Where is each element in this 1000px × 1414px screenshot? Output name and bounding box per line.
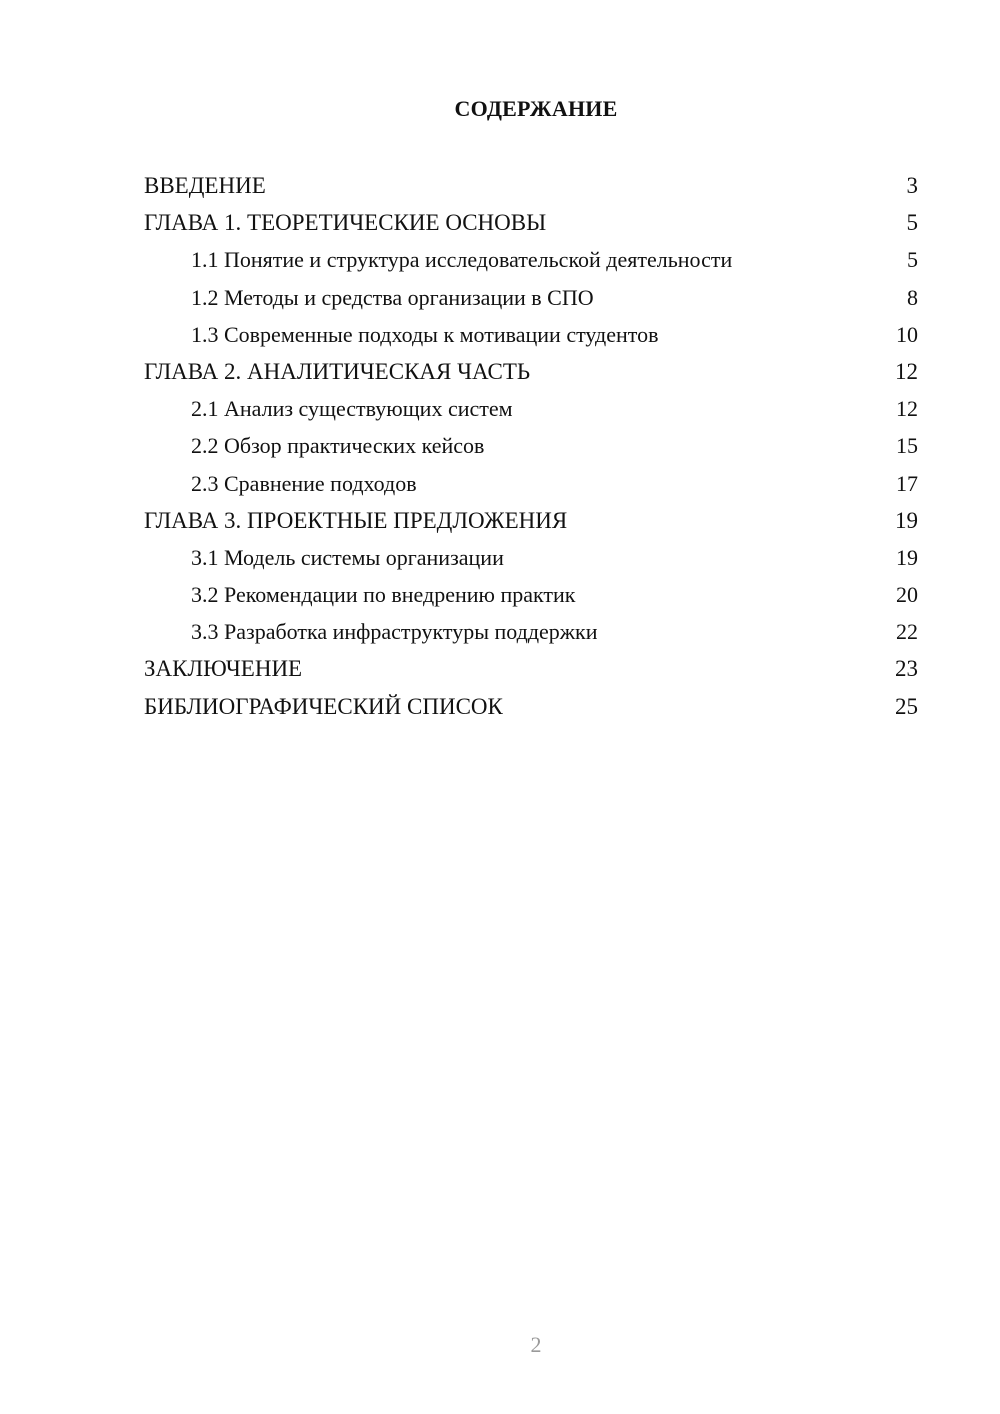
toc-entry-label: 1.2 Методы и средства организации в СПО (191, 284, 594, 310)
table-of-contents (144, 167, 918, 725)
toc-subentry[interactable] (144, 316, 918, 353)
toc-entry-page: 10 (896, 321, 918, 347)
toc-entry-page: 5 (906, 210, 918, 236)
toc-entry-label: 3.1 Модель системы организации (191, 544, 504, 570)
toc-entry[interactable] (144, 650, 918, 687)
toc-entry[interactable] (144, 204, 918, 241)
toc-entry-label: ВВЕДЕНИЕ (144, 173, 266, 198)
toc-entry-page: 17 (896, 470, 918, 496)
toc-entry-page: 22 (896, 619, 918, 645)
toc-entry-page: 12 (895, 358, 918, 384)
toc-entry-label: ГЛАВА 3. ПРОЕКТНЫЕ ПРЕДЛОЖЕНИЯ (144, 507, 568, 533)
toc-entry[interactable] (144, 688, 918, 725)
toc-entry-page: 15 (896, 433, 918, 459)
toc-entry-page: 23 (895, 656, 918, 682)
page-number: 2 (530, 1332, 542, 1357)
toc-entry-label: БИБЛИОГРАФИЧЕСКИЙ СПИСОК (144, 693, 503, 719)
toc-entry-page: 19 (895, 507, 918, 533)
toc-entry-page: 19 (896, 544, 918, 570)
toc-entry-page: 12 (896, 396, 918, 422)
toc-entry-label: 2.1 Анализ существующих систем (191, 396, 513, 422)
toc-entry-label: ЗАКЛЮЧЕНИЕ (144, 656, 303, 682)
toc-subentry[interactable] (144, 465, 918, 502)
toc-entry-label: 2.3 Сравнение подходов (191, 470, 417, 496)
toc-entry-label: 3.3 Разработка инфраструктуры поддержки (191, 619, 598, 645)
toc-subentry[interactable] (144, 279, 918, 316)
toc-subentry[interactable] (144, 427, 918, 464)
toc-entry-label: ГЛАВА 2. АНАЛИТИЧЕСКАЯ ЧАСТЬ (144, 358, 531, 384)
toc-entry-page: 20 (896, 582, 918, 608)
toc-entry-label: 2.2 Обзор практических кейсов (191, 433, 485, 459)
toc-subentry[interactable] (144, 539, 918, 576)
toc-entry[interactable] (144, 353, 918, 390)
page-title: СОДЕРЖАНИЕ (454, 96, 618, 121)
toc-entry-page: 25 (895, 693, 918, 719)
toc-entry-label: ГЛАВА 1. ТЕОРЕТИЧЕСКИЕ ОСНОВЫ (144, 210, 547, 236)
toc-subentry[interactable] (144, 390, 918, 427)
toc-subentry[interactable] (144, 241, 918, 278)
toc-subentry[interactable] (144, 613, 918, 650)
toc-entry-label: 3.2 Рекомендации по внедрению практик (191, 582, 576, 608)
toc-entry-label: 1.1 Понятие и структура исследовательской деятельности (191, 247, 733, 273)
toc-entry-page: 5 (907, 247, 918, 273)
toc-entry-page: 8 (907, 284, 918, 310)
toc-entry-page: 3 (906, 173, 918, 198)
toc-entry[interactable] (144, 502, 918, 539)
toc-subentry[interactable] (144, 576, 918, 613)
toc-entry[interactable] (144, 167, 918, 204)
toc-entry-label: 1.3 Современные подходы к мотивации студентов (191, 321, 659, 347)
